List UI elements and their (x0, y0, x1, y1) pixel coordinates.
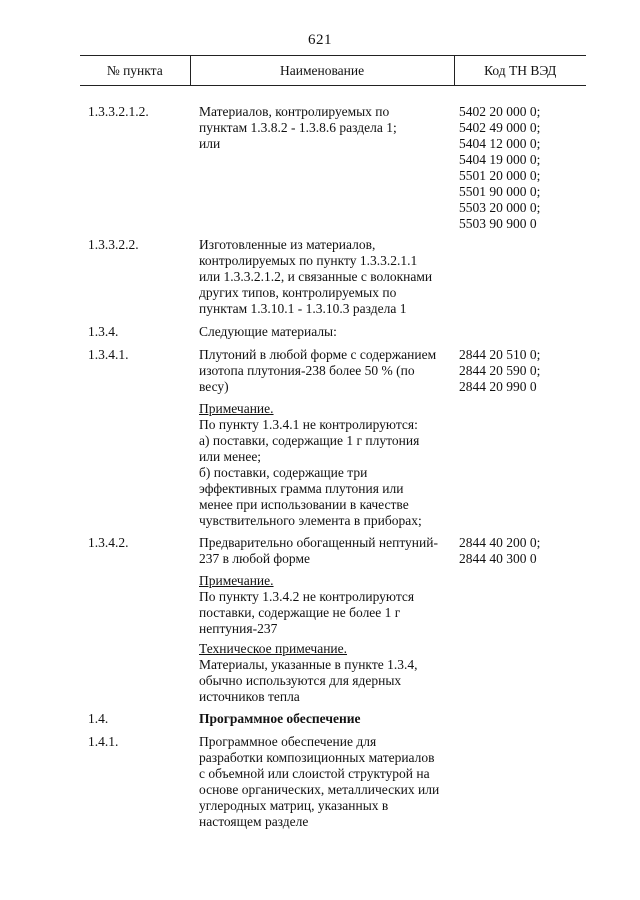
code-line: 5501 90 000 0; (459, 184, 541, 199)
text-line: Плутоний в любой форме с содержанием (199, 347, 437, 362)
item-code (459, 104, 609, 232)
text-line: с объемной или слоистой структурой на (199, 766, 430, 781)
text-line: 237 в любой форме (199, 551, 310, 566)
item-name (199, 324, 461, 340)
note-text (199, 641, 461, 705)
text-line: Изготовленные из материалов, (199, 237, 376, 252)
section-heading: Программное обеспечение (199, 711, 361, 726)
text-line: весу) (199, 379, 229, 394)
text-line: Материалы, указанные в пункте 1.3.4, (199, 657, 418, 672)
text-line: или менее; (199, 449, 262, 464)
note-title: Техническое примечание. (199, 641, 348, 656)
code-line: 5404 12 000 0; (459, 136, 541, 151)
text-line: нептуния-237 (199, 621, 278, 636)
text-line: По пункту 1.3.4.1 не контролируются: (199, 417, 418, 432)
note-text (199, 573, 461, 637)
code-line: 2844 20 590 0; (459, 363, 541, 378)
text-line: Программное обеспечение для (199, 734, 377, 749)
text-line: эффективных грамма плутония или (199, 481, 404, 496)
header-col-number: № пункта (80, 56, 191, 85)
text-line: других типов, контролируемых по (199, 285, 397, 300)
text-line: Следующие материалы: (199, 324, 337, 339)
item-name (199, 237, 461, 317)
item-name (199, 535, 461, 567)
text-line: Материалов, контролируемых по (199, 104, 390, 119)
text-line: пунктам 1.3.8.2 - 1.3.8.6 раздела 1; (199, 120, 397, 135)
text-line: или 1.3.3.2.1.2, и связанные с волокнами (199, 269, 433, 284)
item-number: 1.3.3.2.2. (88, 237, 139, 252)
text-line: основе органических, металлических или (199, 782, 440, 797)
code-line: 5503 20 000 0; (459, 200, 541, 215)
code-line: 2844 40 300 0 (459, 551, 537, 566)
text-line: настоящем разделе (199, 814, 309, 829)
table-header (80, 55, 586, 86)
code-line: 5503 90 900 0 (459, 216, 537, 231)
text-line: По пункту 1.3.4.2 не контролируются (199, 589, 415, 604)
item-name (199, 104, 461, 152)
code-line: 5501 20 000 0; (459, 168, 541, 183)
text-line: а) поставки, содержащие 1 г плутония (199, 433, 420, 448)
text-line: пунктам 1.3.10.1 - 1.3.10.3 раздела 1 (199, 301, 407, 316)
text-line: или (199, 136, 221, 151)
header-col-code: Код ТН ВЭД (484, 62, 557, 78)
text-line: углеродных матриц, указанных в (199, 798, 389, 813)
code-line: 5402 20 000 0; (459, 104, 541, 119)
note-text (199, 401, 461, 529)
header-col-name: Наименование (191, 56, 455, 85)
item-name (199, 347, 461, 395)
item-number: 1.3.4.2. (88, 535, 129, 550)
text-line: б) поставки, содержащие три (199, 465, 368, 480)
note-title: Примечание. (199, 573, 274, 588)
code-line: 2844 20 510 0; (459, 347, 541, 362)
item-number: 1.4. (88, 711, 109, 726)
text-line: контролируемых по пункту 1.3.3.2.1.1 (199, 253, 418, 268)
text-line: поставки, содержащие не более 1 г (199, 605, 401, 620)
code-line: 5404 19 000 0; (459, 152, 541, 167)
item-code (459, 535, 609, 567)
text-line: изотопа плутония-238 более 50 % (по (199, 363, 415, 378)
code-line: 5402 49 000 0; (459, 120, 541, 135)
code-line: 2844 40 200 0; (459, 535, 541, 550)
text-line: чувствительного элемента в приборах; (199, 513, 422, 528)
item-number: 1.3.4. (88, 324, 119, 339)
text-line: менее при использовании в качестве (199, 497, 409, 512)
text-line: разработки композиционных материалов (199, 750, 435, 765)
item-number: 1.4.1. (88, 734, 119, 749)
note-title: Примечание. (199, 401, 274, 416)
item-number: 1.3.4.1. (88, 347, 129, 362)
text-line: Предварительно обогащенный нептуний- (199, 535, 438, 550)
text-line: источников тепла (199, 689, 300, 704)
code-line: 2844 20 990 0 (459, 379, 537, 394)
text-line: обычно используются для ядерных (199, 673, 402, 688)
page-number: 621 (308, 32, 332, 48)
item-name (199, 734, 461, 830)
item-number: 1.3.3.2.1.2. (88, 104, 149, 119)
item-code (459, 347, 609, 395)
